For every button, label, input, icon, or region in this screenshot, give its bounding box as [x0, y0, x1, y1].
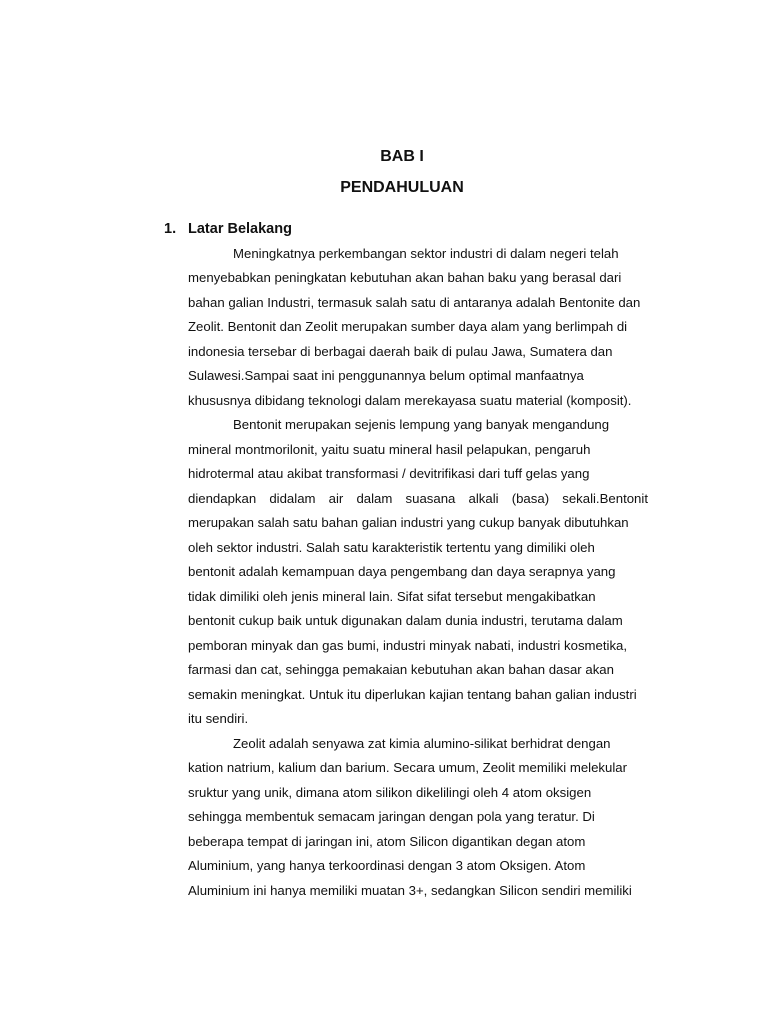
paragraph-line: bentonit adalah kemampuan daya pengembang dan daya serapnya yang: [188, 564, 616, 579]
section-title: Latar Belakang: [188, 221, 292, 237]
paragraph-line: bahan galian Industri, termasuk salah satu di antaranya adalah Bentonite dan: [188, 295, 641, 310]
paragraph-line: diendapkan didalam air dalam suasana alkali (basa) sekali.Bentonit: [188, 491, 648, 506]
section-heading: [164, 219, 292, 239]
paragraph-line: Zeolit adalah senyawa zat kimia alumino-silikat berhidrat dengan: [233, 736, 611, 751]
chapter-title: PENDAHULUAN: [340, 179, 464, 196]
paragraph-line: khususnya dibidang teknologi dalam merekayasa suatu material (komposit).: [188, 393, 632, 408]
paragraph-line: Meningkatnya perkembangan sektor industri di dalam negeri telah: [233, 246, 619, 261]
paragraph-line: Bentonit merupakan sejenis lempung yang banyak mengandung: [233, 417, 610, 432]
paragraph-line: Zeolit. Bentonit dan Zeolit merupakan sumber daya alam yang berlimpah di: [188, 319, 628, 334]
chapter-number: BAB I: [380, 148, 424, 165]
section-number: 1.: [164, 221, 177, 237]
paragraph-line: sehingga membentuk semacam jaringan dengan pola yang teratur. Di: [188, 809, 595, 824]
paragraph-line: oleh sektor industri. Salah satu karakteristik tertentu yang dimiliki oleh: [188, 540, 595, 555]
paragraph-line: beberapa tempat di jaringan ini, atom Silicon digantikan degan atom: [188, 834, 586, 849]
paragraph-line: pemboran minyak dan gas bumi, industri minyak nabati, industri kosmetika,: [188, 638, 628, 653]
paragraph-line: itu sendiri.: [188, 711, 249, 726]
paragraph-line: Aluminium, yang hanya terkoordinasi dengan 3 atom Oksigen. Atom: [188, 858, 586, 873]
paragraph-line: kation natrium, kalium dan barium. Secara umum, Zeolit memiliki melekular: [188, 760, 628, 775]
paragraph-line: semakin meningkat. Untuk itu diperlukan kajian tentang bahan galian industri: [188, 687, 637, 702]
paragraph-line: sruktur yang unik, dimana atom silikon dikelilingi oleh 4 atom oksigen: [188, 785, 592, 800]
paragraph-line: tidak dimiliki oleh jenis mineral lain. Sifat sifat tersebut mengakibatkan: [188, 589, 596, 604]
paragraph-line: menyebabkan peningkatan kebutuhan akan bahan baku yang berasal dari: [188, 270, 622, 285]
paragraph-line: indonesia tersebar di berbagai daerah baik di pulau Jawa, Sumatera dan: [188, 344, 613, 359]
paragraph-line: hidrotermal atau akibat transformasi / devitrifikasi dari tuff gelas yang: [188, 466, 590, 481]
paragraph-line: merupakan salah satu bahan galian industri yang cukup banyak dibutuhkan: [188, 515, 629, 530]
paragraph-line: farmasi dan cat, sehingga pemakaian kebutuhan akan bahan dasar akan: [188, 662, 614, 677]
paragraph-line: Sulawesi.Sampai saat ini penggunannya belum optimal manfaatnya: [188, 368, 584, 383]
paragraph-line: bentonit cukup baik untuk digunakan dalam dunia industri, terutama dalam: [188, 613, 623, 628]
paragraph-line: Aluminium ini hanya memiliki muatan 3+, sedangkan Silicon sendiri memiliki: [188, 883, 632, 898]
paragraph-line: mineral montmorilonit, yaitu suatu mineral hasil pelapukan, pengaruh: [188, 442, 591, 457]
